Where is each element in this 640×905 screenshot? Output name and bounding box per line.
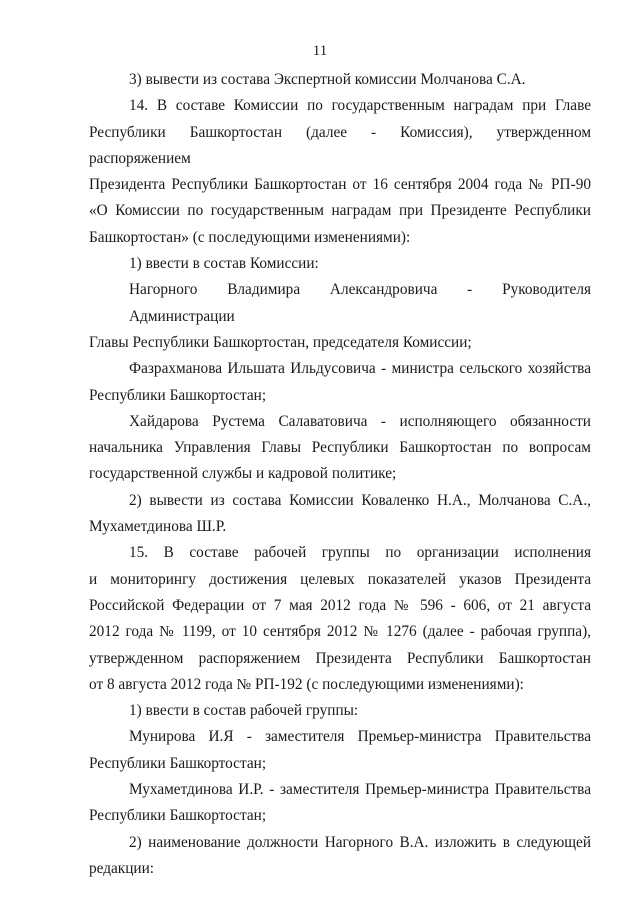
text-line: 14. В составе Комиссии по государственным наградам при Главе bbox=[129, 97, 591, 115]
text-line: Республики Башкортостан; bbox=[89, 754, 267, 772]
text-line: Главы Республики Башкортостан, председателя Комиссии; bbox=[89, 333, 472, 351]
text-line: Мухаметдинова Ш.Р. bbox=[89, 518, 227, 536]
text-line: государственной службы и кадровой политике; bbox=[89, 465, 397, 483]
text-line: Республики Башкортостан; bbox=[89, 386, 267, 404]
text-line: Башкортостан» (с последующими изменениями): bbox=[89, 228, 411, 246]
text-line: утвержденном распоряжением Президента Республики Башкортостан bbox=[89, 649, 591, 667]
text-line: редакции: bbox=[89, 859, 155, 877]
text-line: 15. В составе рабочей группы по организации исполнения bbox=[129, 544, 591, 562]
text-line: Мунирова И.Я - заместителя Премьер-министра Правительства bbox=[129, 728, 591, 746]
text-line: Мухаметдинова И.Р. - заместителя Премьер-министра Правительства bbox=[129, 781, 591, 799]
page-number: 11 bbox=[312, 43, 328, 59]
text-line: и мониторингу достижения целевых показателей указов Президента bbox=[89, 570, 591, 588]
text-line: 1) ввести в состав Комиссии: bbox=[129, 255, 319, 273]
text-line: Республики Башкортостан; bbox=[89, 807, 267, 825]
text-line: 2) вывести из состава Комиссии Коваленко Н.А., Молчанова С.А., bbox=[129, 491, 591, 509]
text-line: начальника Управления Главы Республики Башкортостан по вопросам bbox=[89, 439, 591, 457]
text-line: Президента Республики Башкортостан от 16 сентября 2004 года № РП-90 bbox=[89, 176, 591, 194]
text-line: 2) наименование должности Нагорного В.А. изложить в следующей bbox=[129, 833, 591, 851]
text-line: Фазрахманова Ильшата Ильдусовича - министра сельского хозяйства bbox=[129, 360, 591, 378]
text-line: от 8 августа 2012 года № РП-192 (с последующими изменениями): bbox=[89, 675, 524, 693]
text-line: 2012 года № 1199, от 10 сентября 2012 № 1276 (далее - рабочая группа), bbox=[89, 623, 591, 641]
document-body bbox=[89, 67, 591, 882]
text-line: 1) ввести в состав рабочей группы: bbox=[129, 702, 359, 720]
text-line: Российской Федерации от 7 мая 2012 года № 596 - 606, от 21 августа bbox=[89, 596, 591, 614]
text-line: Республики Башкортостан (далее - Комиссия), утвержденном распоряжением bbox=[89, 123, 591, 167]
text-line: Нагорного Владимира Александровича - Руководителя Администрации bbox=[129, 281, 591, 325]
text-line: 3) вывести из состава Экспертной комиссии Молчанова С.А. bbox=[129, 71, 526, 88]
text-line: «О Комиссии по государственным наградам при Президенте Республики bbox=[89, 202, 591, 220]
text-line: Хайдарова Рустема Салаватовича - исполняющего обязанности bbox=[129, 412, 591, 430]
